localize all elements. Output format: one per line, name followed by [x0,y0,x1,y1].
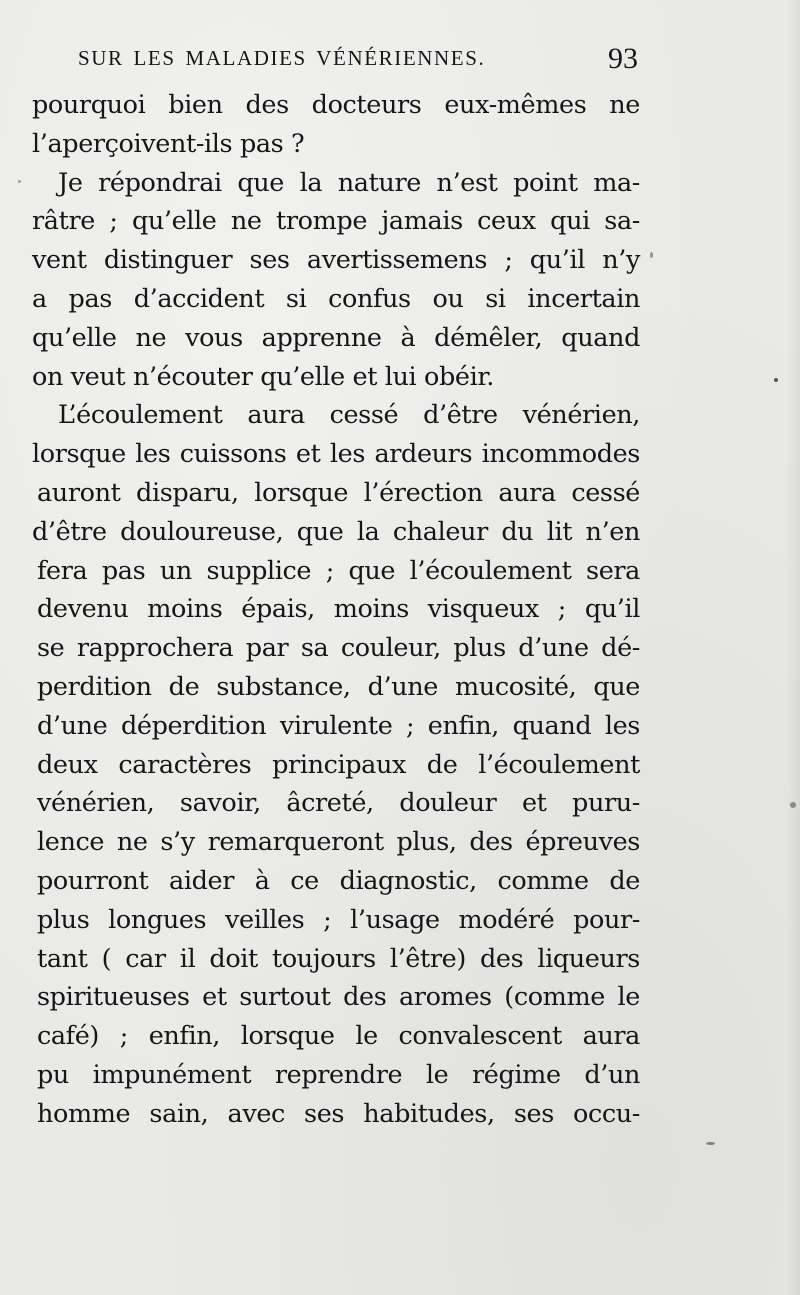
text-line: se rapprochera par sa couleur, plus d’une dé- [37,633,640,664]
text-line: râtre ; qu’elle ne trompe jamais ceux qui sa- [32,206,640,237]
text-line: tant ( car il doit toujours l’être) des liqueurs [37,943,640,974]
text-line: pourront aider à ce diagnostic, comme de [37,865,640,896]
ink-speck [650,252,653,258]
text-line: vénérien, savoir, âcreté, douleur et puru- [37,788,640,819]
text-line: pu impunément reprendre le régime d’un [37,1059,640,1090]
text-line: d’être douloureuse, que la chaleur du lit n’en [32,516,640,547]
ink-speck [706,1142,715,1145]
ink-speck [774,378,778,382]
text-line: l’aperçoivent-ils pas ? [32,128,305,159]
text-line: d’une déperdition virulente ; enfin, quand les [37,710,640,741]
text-line: pourquoi bien des docteurs eux-mêmes ne [32,90,640,120]
text-line: homme sain, avec ses habitudes, ses occu- [37,1098,640,1129]
text-line: vent distinguer ses avertissemens ; qu’il n’y [32,245,640,276]
text-line: devenu moins épais, moins visqueux ; qu’il [37,594,640,625]
text-line: deux caractères principaux de l’écoulement [37,749,640,780]
ink-speck [18,180,21,183]
text-line: fera pas un supplice ; que l’écoulement sera [37,555,640,586]
text-line: a pas d’accident si confus ou si incertain [32,283,640,314]
running-head [78,42,638,76]
page-edge-shadow [786,0,800,1295]
body-text [32,86,640,1134]
text-line: auront disparu, lorsque l’érection aura cessé [37,477,640,508]
text-line: spiritueuses et surtout des aromes (comme le [37,982,640,1013]
text-line: qu’elle ne vous apprenne à démêler, quand [32,322,640,353]
text-line: on veut n’écouter qu’elle et lui obéir. [32,361,495,392]
text-line: lence ne s’y remarqueront plus, des épreuves [37,827,640,858]
running-head-title: SUR LES MALADIES VÉNÉRIENNES. [78,46,486,70]
text-line: perdition de substance, d’une mucosité, que [37,671,640,702]
text-line: lorsque les cuissons et les ardeurs incommodes [32,439,640,470]
text-line: plus longues veilles ; l’usage modéré pour- [37,904,640,935]
page-number: 93 [608,42,638,75]
text-line: café) ; enfin, lorsque le convalescent aura [37,1021,640,1052]
paragraph-first-line: Je répondrai que la nature n’est point ma- [58,167,640,198]
ink-speck [790,802,796,808]
paragraph-first-line: L’écoulement aura cessé d’être vénérien, [58,400,640,431]
